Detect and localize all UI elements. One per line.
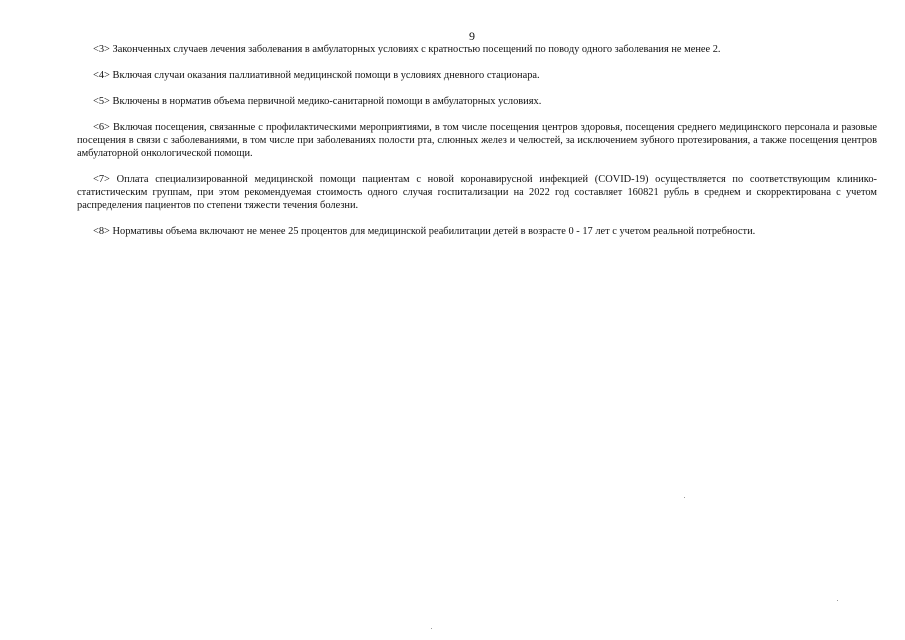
footnote-marker: <4> bbox=[93, 70, 110, 81]
footnote-text: Включая посещения, связанные с профилактическими мероприятиями, в том числе посещения центров здоровья, посещения среднего медицинского персонала и разовые посещения в связи с заболеваниями, в том числе при заболеваниях полости рта, слюнных желез и челюстей, за исключением зубного протезирования, а также посещения центров амбулаторной онкологической помощи. bbox=[77, 122, 877, 159]
footnote-4 bbox=[77, 69, 877, 82]
footnote-marker: <5> bbox=[93, 96, 110, 107]
footnote-text: Включены в норматив объема первичной медико-санитарной помощи в амбулаторных условиях. bbox=[112, 96, 542, 107]
footnote-6 bbox=[77, 121, 877, 160]
footnote-text: Включая случаи оказания паллиативной медицинской помощи в условиях дневного стационара. bbox=[112, 70, 540, 81]
footnote-7 bbox=[77, 173, 877, 212]
scan-speck bbox=[684, 497, 685, 498]
footnote-text: Оплата специализированной медицинской помощи пациентам с новой коронавирусной инфекцией (COVID-19) осуществляется по соответствующим клинико-статистическим группам, при этом рекомендуемая стоимость одного случая госпитализации на 2022 год составляет 160821 рубль в среднем и скорректирована с учетом распределения пациентов по степени тяжести течения болезни. bbox=[77, 174, 877, 211]
footnote-text: Законченных случаев лечения заболевания в амбулаторных условиях с кратностью посещений по поводу одного заболевания не менее 2. bbox=[112, 44, 721, 55]
footnote-5 bbox=[77, 95, 877, 108]
footnote-3 bbox=[77, 43, 877, 56]
footnote-marker: <3> bbox=[93, 44, 110, 55]
footnote-8 bbox=[77, 225, 877, 238]
scan-speck bbox=[431, 628, 432, 629]
footnote-marker: <6> bbox=[93, 122, 110, 133]
footnote-text: Нормативы объема включают не менее 25 процентов для медицинской реабилитации детей в возрасте 0 - 17 лет с учетом реальной потребности. bbox=[112, 226, 756, 237]
footnote-marker: <7> bbox=[93, 174, 110, 185]
page-number: 9 bbox=[469, 29, 475, 43]
footnotes-list bbox=[77, 43, 877, 251]
scan-speck bbox=[837, 600, 838, 601]
footnote-marker: <8> bbox=[93, 226, 110, 237]
